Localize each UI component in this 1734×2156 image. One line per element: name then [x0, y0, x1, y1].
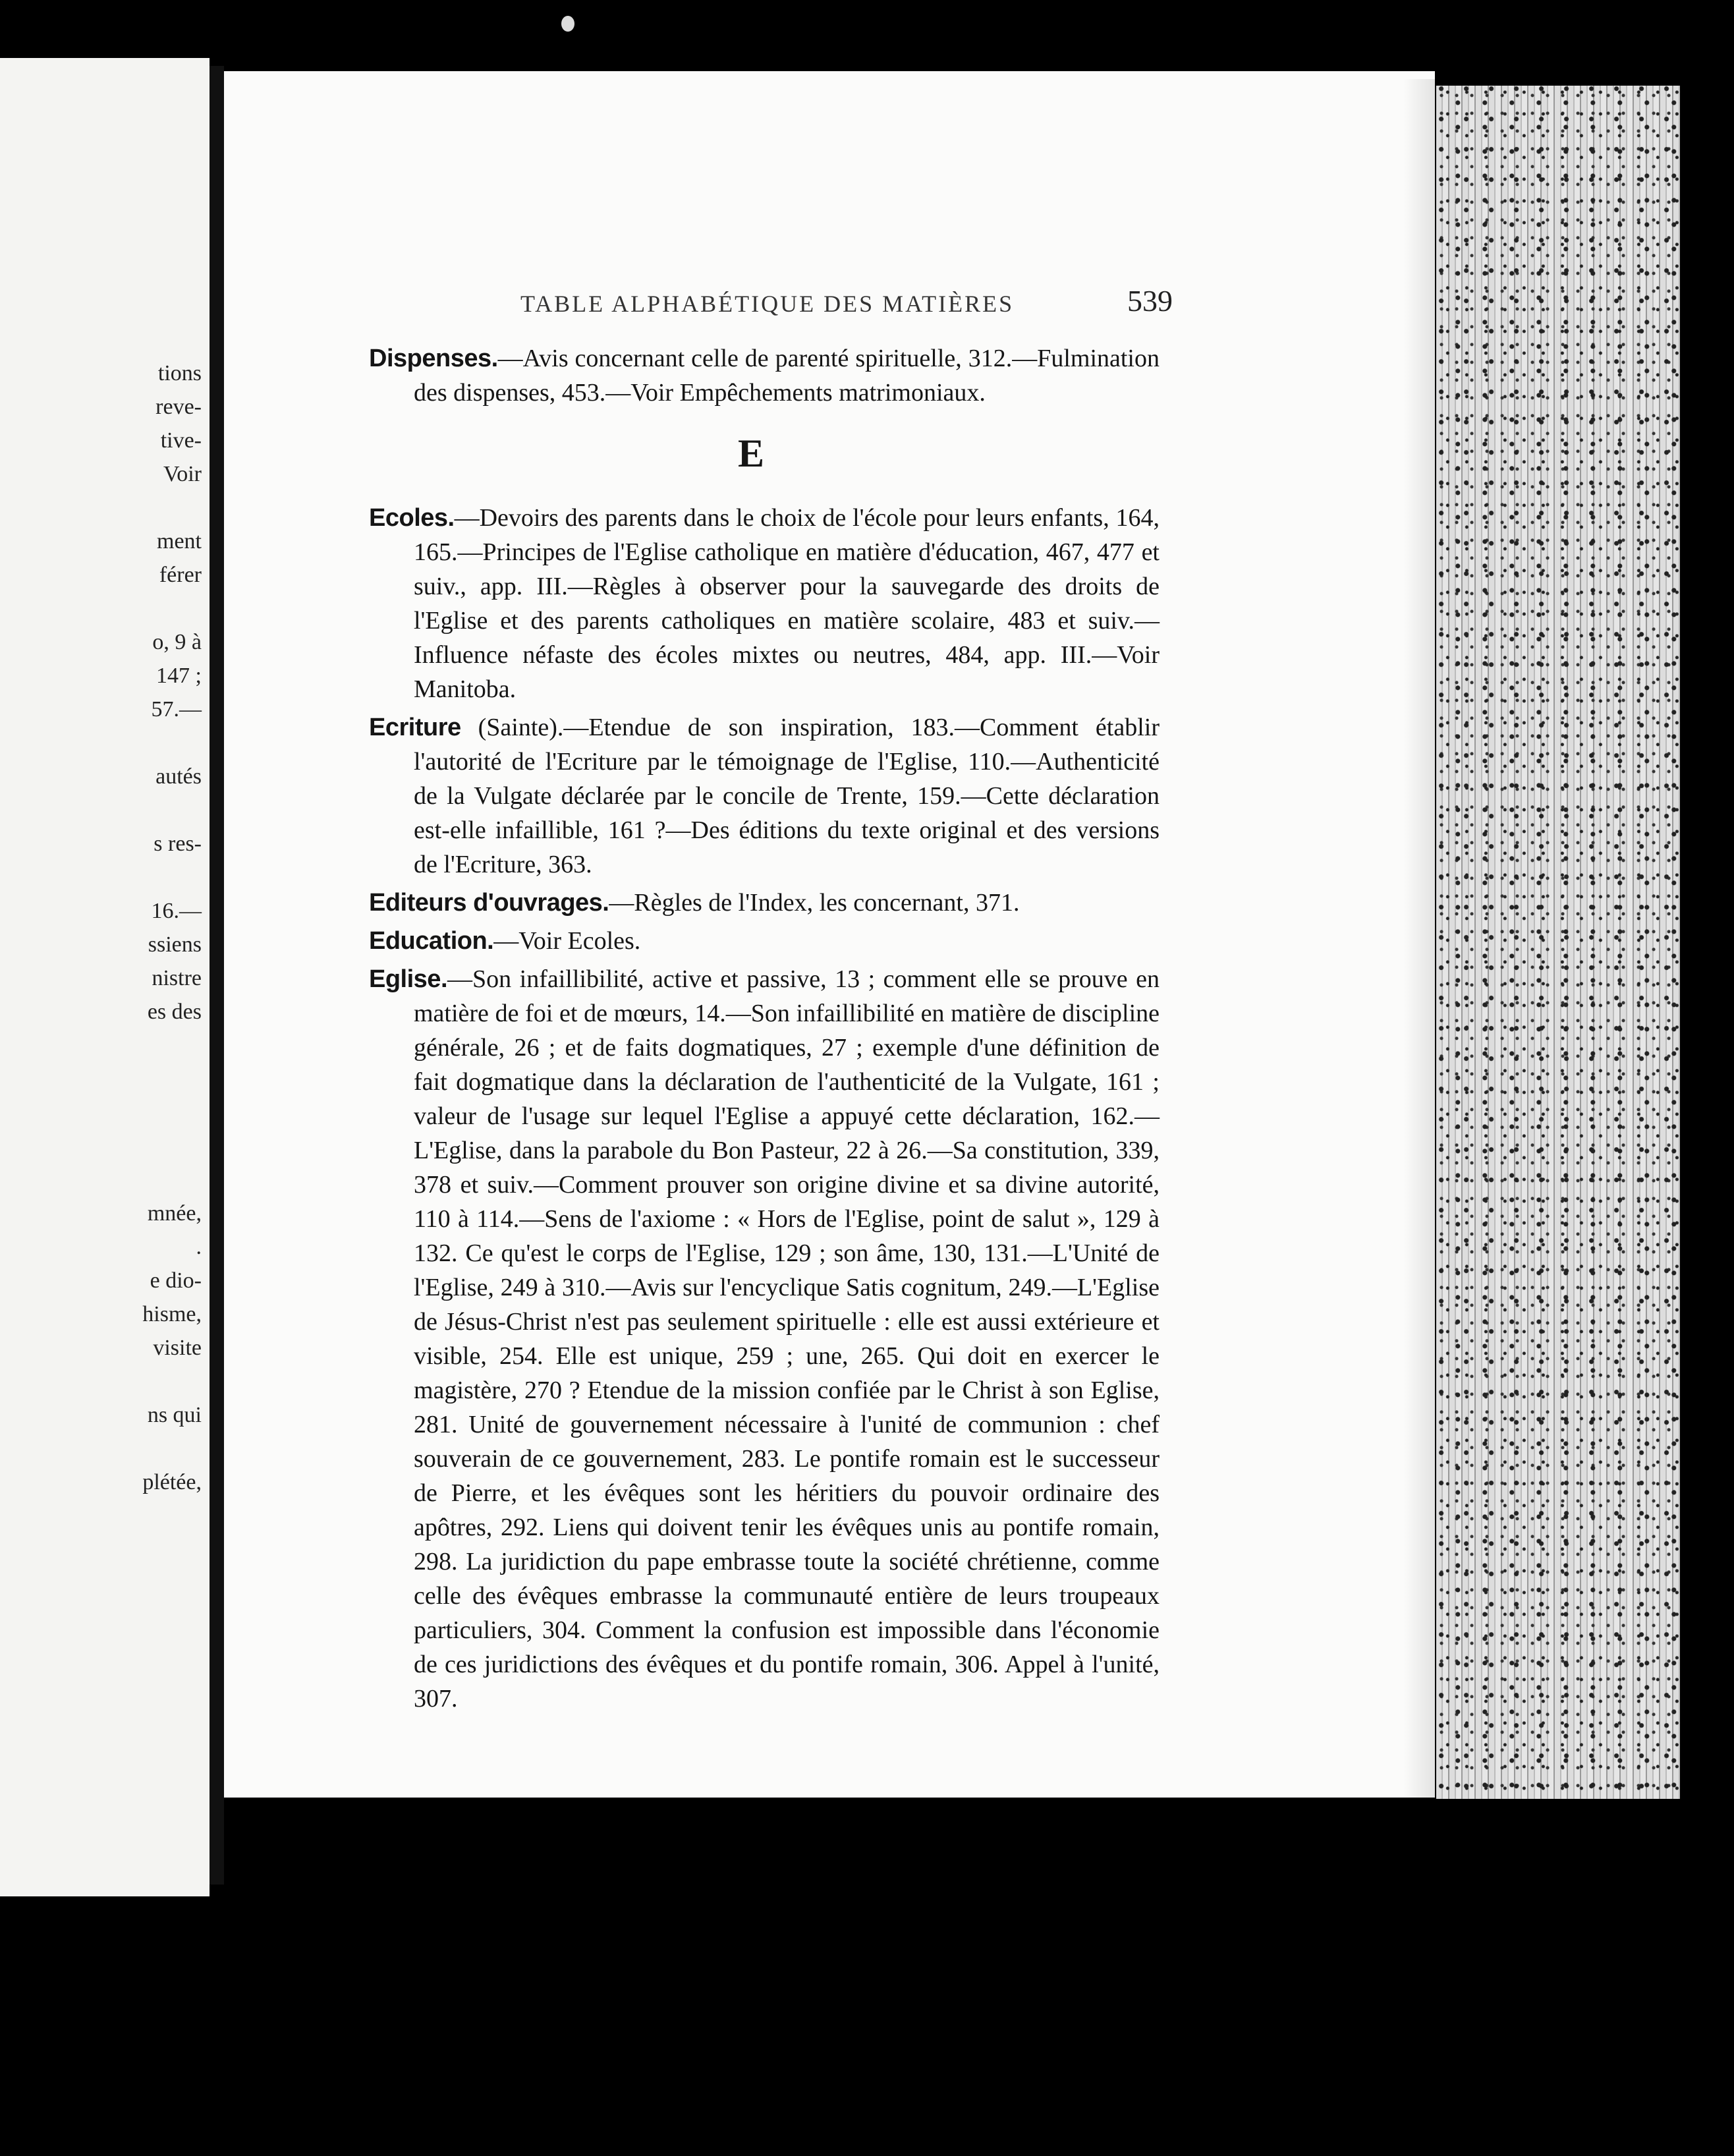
entry-headword: Eglise.: [369, 965, 447, 993]
left-page-line: 16.—: [151, 899, 202, 923]
left-page-line: visite: [153, 1336, 202, 1360]
left-page-line: es des: [147, 1000, 202, 1024]
index-entry-ecriture: [369, 710, 1160, 882]
left-page-line: hisme,: [142, 1302, 202, 1326]
left-page-line: s res-: [154, 832, 202, 856]
book-gutter: [210, 66, 224, 1885]
book-page-edges: [1436, 86, 1680, 1799]
entry-headword: Editeurs d'ouvrages.: [369, 889, 609, 917]
entry-text: —Avis concernant celle de parenté spirituelle, 312.—Fulmination des dispenses, 453.—Voir Empêchements matrimoniaux.: [414, 345, 1160, 407]
left-page-line: mnée,: [147, 1201, 202, 1226]
entry-text: —Voir Ecoles.: [493, 927, 641, 955]
left-page-line: nistre: [152, 966, 202, 990]
left-page-line: 57.—: [151, 697, 202, 722]
left-page-line: .: [196, 1235, 202, 1259]
index-content: [369, 341, 1160, 1720]
entry-headword: Dispenses.: [369, 345, 498, 372]
left-page-line: ment: [157, 529, 202, 553]
running-head: TABLE ALPHABÉTIQUE DES MATIÈRES: [520, 291, 1015, 317]
left-page-line: férer: [159, 563, 202, 587]
page-number: 539: [1127, 284, 1173, 318]
entry-headword: Ecriture: [369, 714, 461, 741]
left-page-line: Voir: [163, 462, 202, 486]
index-entry-editeurs: [369, 886, 1160, 920]
left-page-line: reve-: [155, 395, 202, 419]
left-page-line: tive-: [160, 428, 202, 453]
entry-headword: Education.: [369, 927, 494, 955]
left-page-line: tions: [157, 361, 202, 385]
left-page-line: ssiens: [148, 932, 202, 957]
index-entry-ecoles: [369, 501, 1160, 706]
entry-headword: Ecoles.: [369, 504, 455, 532]
dust-speck: [561, 16, 574, 32]
index-entry-education: [369, 924, 1160, 958]
left-page: [0, 58, 210, 1896]
left-page-line: e dio-: [150, 1268, 202, 1293]
entry-text: —Devoirs des parents dans le choix de l'école pour leurs enfants, 164, 165.—Principes de l'Eglise catholique en matière d'éducation, 467, 477 et suiv., app. III.—Règles à observer pour la sauvegarde des droits de l'Eglise et des parents catholiques en matière scolaire, 483 et suiv.—Influence néfaste des écoles mixtes ou neutres, 484, app. III.—Voir Manitoba.: [414, 504, 1160, 703]
index-entry-eglise: [369, 962, 1160, 1716]
left-page-line: o, 9 à: [152, 630, 202, 654]
left-page-line: plétée,: [142, 1470, 202, 1494]
left-page-line: ns qui: [147, 1403, 202, 1427]
entry-text: —Son infaillibilité, active et passive, 13 ; comment elle se prouve en matière de foi et de mœurs, 14.—Son infaillibilité en matière de discipline générale, 26 ; et de faits dogmatiques, 27 ; exemple d'une définition de fait dogmatique dans la déclaration de l'authenticité de la Vulgate, 161 ; valeur de l'usage sur lequel l'Eglise a appuyé cette déclaration, 162.—L'Eglise, dans la parabole du Bon Pasteur, 22 à 26.—Sa constitution, 339, 378 et suiv.—Comment prouver son origine divine et sa divine autorité, 110 à 114.—Sens de l'axiome : « Hors de l'Eglise, point de salut », 129 à 132. Ce qu'est le corps de l'Eglise, 129 ; son âme, 130, 131.—L'Unité de l'Eglise, 249 à 310.—Avis sur l'encyclique Satis cognitum, 249.—L'Eglise de Jésus-Christ n'est pas seulement spirituelle : elle est aussi extérieure et visible, 254. Elle est unique, 259 ; une, 265. Qui doit en exercer le magistère, 270 ? Etendue de la mission confiée par le Christ à son Eglise, 281. Unité de gouvernement nécessaire à l'unité de communion : chef souverain de ce gouvernement, 283. Le pontife romain est le successeur de Pierre, et les évêques sont les héritiers du pouvoir ordinaire des apôtres, 292. Liens qui doivent tenir les évêques unis au pontife romain, 298. La juridiction du pape embrasse toute la société chrétienne, comme celle des évêques embrasse la communauté entière de leurs troupeaux particuliers, 304. Comment la confusion est impossible dans l'économie de ces juridictions des évêques et du pontife romain, 306. Appel à l'unité, 307.: [414, 965, 1160, 1713]
entry-text: (Sainte).—Etendue de son inspiration, 183.—Comment établir l'autorité de l'Ecriture par le témoignage de l'Eglise, 110.—Authenticité de la Vulgate déclarée par le concile de Trente, 159.—Cette déclaration est-elle infaillible, 161 ?—Des éditions du texte original et des versions de l'Ecriture, 363.: [414, 714, 1160, 878]
index-entry-dispenses: [369, 341, 1160, 410]
section-letter: E: [737, 432, 765, 475]
entry-text: —Règles de l'Index, les concernant, 371.: [609, 889, 1020, 917]
left-page-line: 147 ;: [156, 664, 202, 688]
left-page-line: autés: [155, 764, 202, 789]
